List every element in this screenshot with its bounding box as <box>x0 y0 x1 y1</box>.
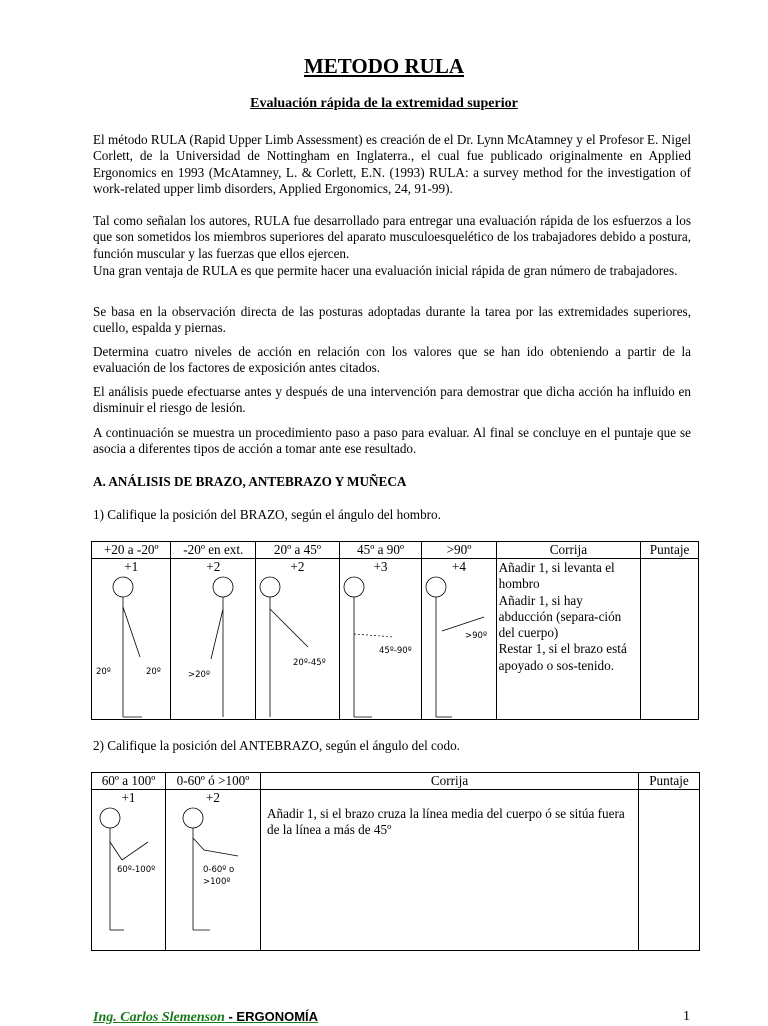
score-value: +1 <box>121 790 136 805</box>
table-header-cell: Corrija <box>496 542 641 559</box>
paragraph-purpose: Tal como señalan los autores, RULA fue desarrollado para entregar una evaluación rápida de los esfuerzos a los que son sometidos los miembros superiores del aparato musculoesquelético de los trabajadores debido a postura, función muscular y las fuerzas que ellos ejercen. <box>93 213 691 261</box>
score-value: +4 <box>451 559 466 574</box>
table-header-cell: >90º <box>422 542 496 559</box>
angle-label: 20º <box>146 667 161 677</box>
forearm-other-diagram <box>166 790 261 950</box>
arm-extension-diagram <box>171 559 253 719</box>
correction-note: Añadir 1, si levanta el hombro <box>498 560 615 592</box>
page-title: METODO RULA <box>303 54 465 78</box>
arm-20-45-diagram <box>256 559 337 719</box>
table-header-cell: +20 a -20º <box>92 542 171 559</box>
score-value: +2 <box>206 559 221 574</box>
page-number: 1 <box>683 1009 690 1024</box>
section-heading-a: A. ANÁLISIS DE BRAZO, ANTEBRAZO Y MUÑECA <box>93 474 407 489</box>
angle-label: 0-60º o <box>203 865 235 875</box>
correction-note: Añadir 1, si hay abducción (separa-ción del cuerpo) <box>498 592 622 641</box>
arm-option-20-45 <box>256 559 340 720</box>
arm-position-table <box>91 541 699 720</box>
angle-label: >20º <box>188 670 211 680</box>
table-header-cell: 45º a 90º <box>339 542 422 559</box>
correction-note: Restar 1, si el brazo está apoyado o sos-tenido. <box>498 641 627 673</box>
angle-label: 20º-45º <box>293 658 326 668</box>
table-header-row <box>92 542 699 559</box>
table-header-cell: Puntaje <box>639 773 700 790</box>
arm-over-90-diagram <box>422 559 494 719</box>
correction-note: Añadir 1, si el brazo cruza la línea media del cuerpo ó se sitúa fuera de la línea a más de 45º <box>267 806 625 838</box>
forearm-option-60-100 <box>92 790 166 951</box>
footer-author-name: Ing. Carlos Slemenson <box>93 1010 225 1025</box>
paragraph-procedure: A continuación se muestra un procedimiento paso a paso para evaluar. Al final se concluye en el puntaje que se asocia a diferentes tipos de acción a tomar ante ese resultado. <box>93 425 691 457</box>
paragraph-levels: Determina cuatro niveles de acción en relación con los valores que se han ido obteniendo a partir de la evaluación de los factores de exposición antes citados. <box>93 344 691 376</box>
step-1-instruction: 1) Califique la posición del BRAZO, según el ángulo del hombro. <box>93 507 441 522</box>
score-value: +2 <box>205 790 221 805</box>
table-header-cell: 60º a 100º <box>92 773 166 790</box>
score-value: +1 <box>124 559 139 574</box>
table-header-row <box>92 773 700 790</box>
table-header-cell: 20º a 45º <box>256 542 340 559</box>
table-header-cell: Puntaje <box>641 542 699 559</box>
paragraph-analysis: El análisis puede efectuarse antes y después de una intervención para demostrar que dicha acción ha influido en disminuir el riesgo de lesión. <box>93 384 691 416</box>
forearm-60-100-diagram <box>92 790 166 950</box>
angle-label: 45º-90º <box>378 646 412 656</box>
arm-45-90-diagram <box>340 559 420 719</box>
arm-option-extension <box>171 559 256 720</box>
angle-label: >100º <box>203 877 231 887</box>
score-value: +3 <box>373 559 388 574</box>
paragraph-intro: El método RULA (Rapid Upper Limb Assessment) es creación de el Dr. Lynn McAtamney y el Profesor E. Nigel Corlett, de la Universidad de Nottingham en Inglaterra., el cual fue publicado originalmente en Applied Ergonomics en 1993 (McAtamney, L. & Corlett, E.N. (1993) RULA: a survey method for the investigation of work-related upper limb disorders, Applied Ergonomics, 24, 91-99). <box>93 132 691 196</box>
score-value: +2 <box>290 559 305 574</box>
paragraph-observation: Se basa en la observación directa de las posturas adoptadas durante la tarea por las extremidades superiores, cuello, espalda y piernas. <box>93 304 691 336</box>
angle-label: 60º-100º <box>117 865 156 875</box>
angle-label: >90º <box>465 631 488 641</box>
table-header-cell: -20º en ext. <box>171 542 256 559</box>
arm-correction-cell <box>496 559 641 720</box>
table-header-cell: Corrija <box>261 773 639 790</box>
table-header-cell: 0-60º ó >100º <box>166 773 261 790</box>
table-row <box>92 559 699 720</box>
page-subtitle: Evaluación rápida de la extremidad superior <box>250 96 518 111</box>
arm-neutral-diagram <box>92 559 169 719</box>
forearm-score-cell <box>639 790 700 951</box>
arm-option-neutral <box>92 559 171 720</box>
forearm-correction-cell <box>261 790 639 951</box>
forearm-option-other <box>166 790 261 951</box>
table-row <box>92 790 700 951</box>
forearm-position-table <box>91 772 700 951</box>
arm-option-45-90 <box>339 559 422 720</box>
angle-label: 20º <box>96 667 111 677</box>
footer-separator: - ERGONOMÍA <box>224 1009 319 1024</box>
arm-score-cell <box>641 559 699 720</box>
step-2-instruction: 2) Califique la posición del ANTEBRAZO, según el ángulo del codo. <box>93 738 460 753</box>
footer-author <box>93 1009 318 1026</box>
arm-option-over-90 <box>422 559 496 720</box>
paragraph-advantage: Una gran ventaja de RULA es que permite hacer una evaluación inicial rápida de gran número de trabajadores. <box>93 263 678 278</box>
